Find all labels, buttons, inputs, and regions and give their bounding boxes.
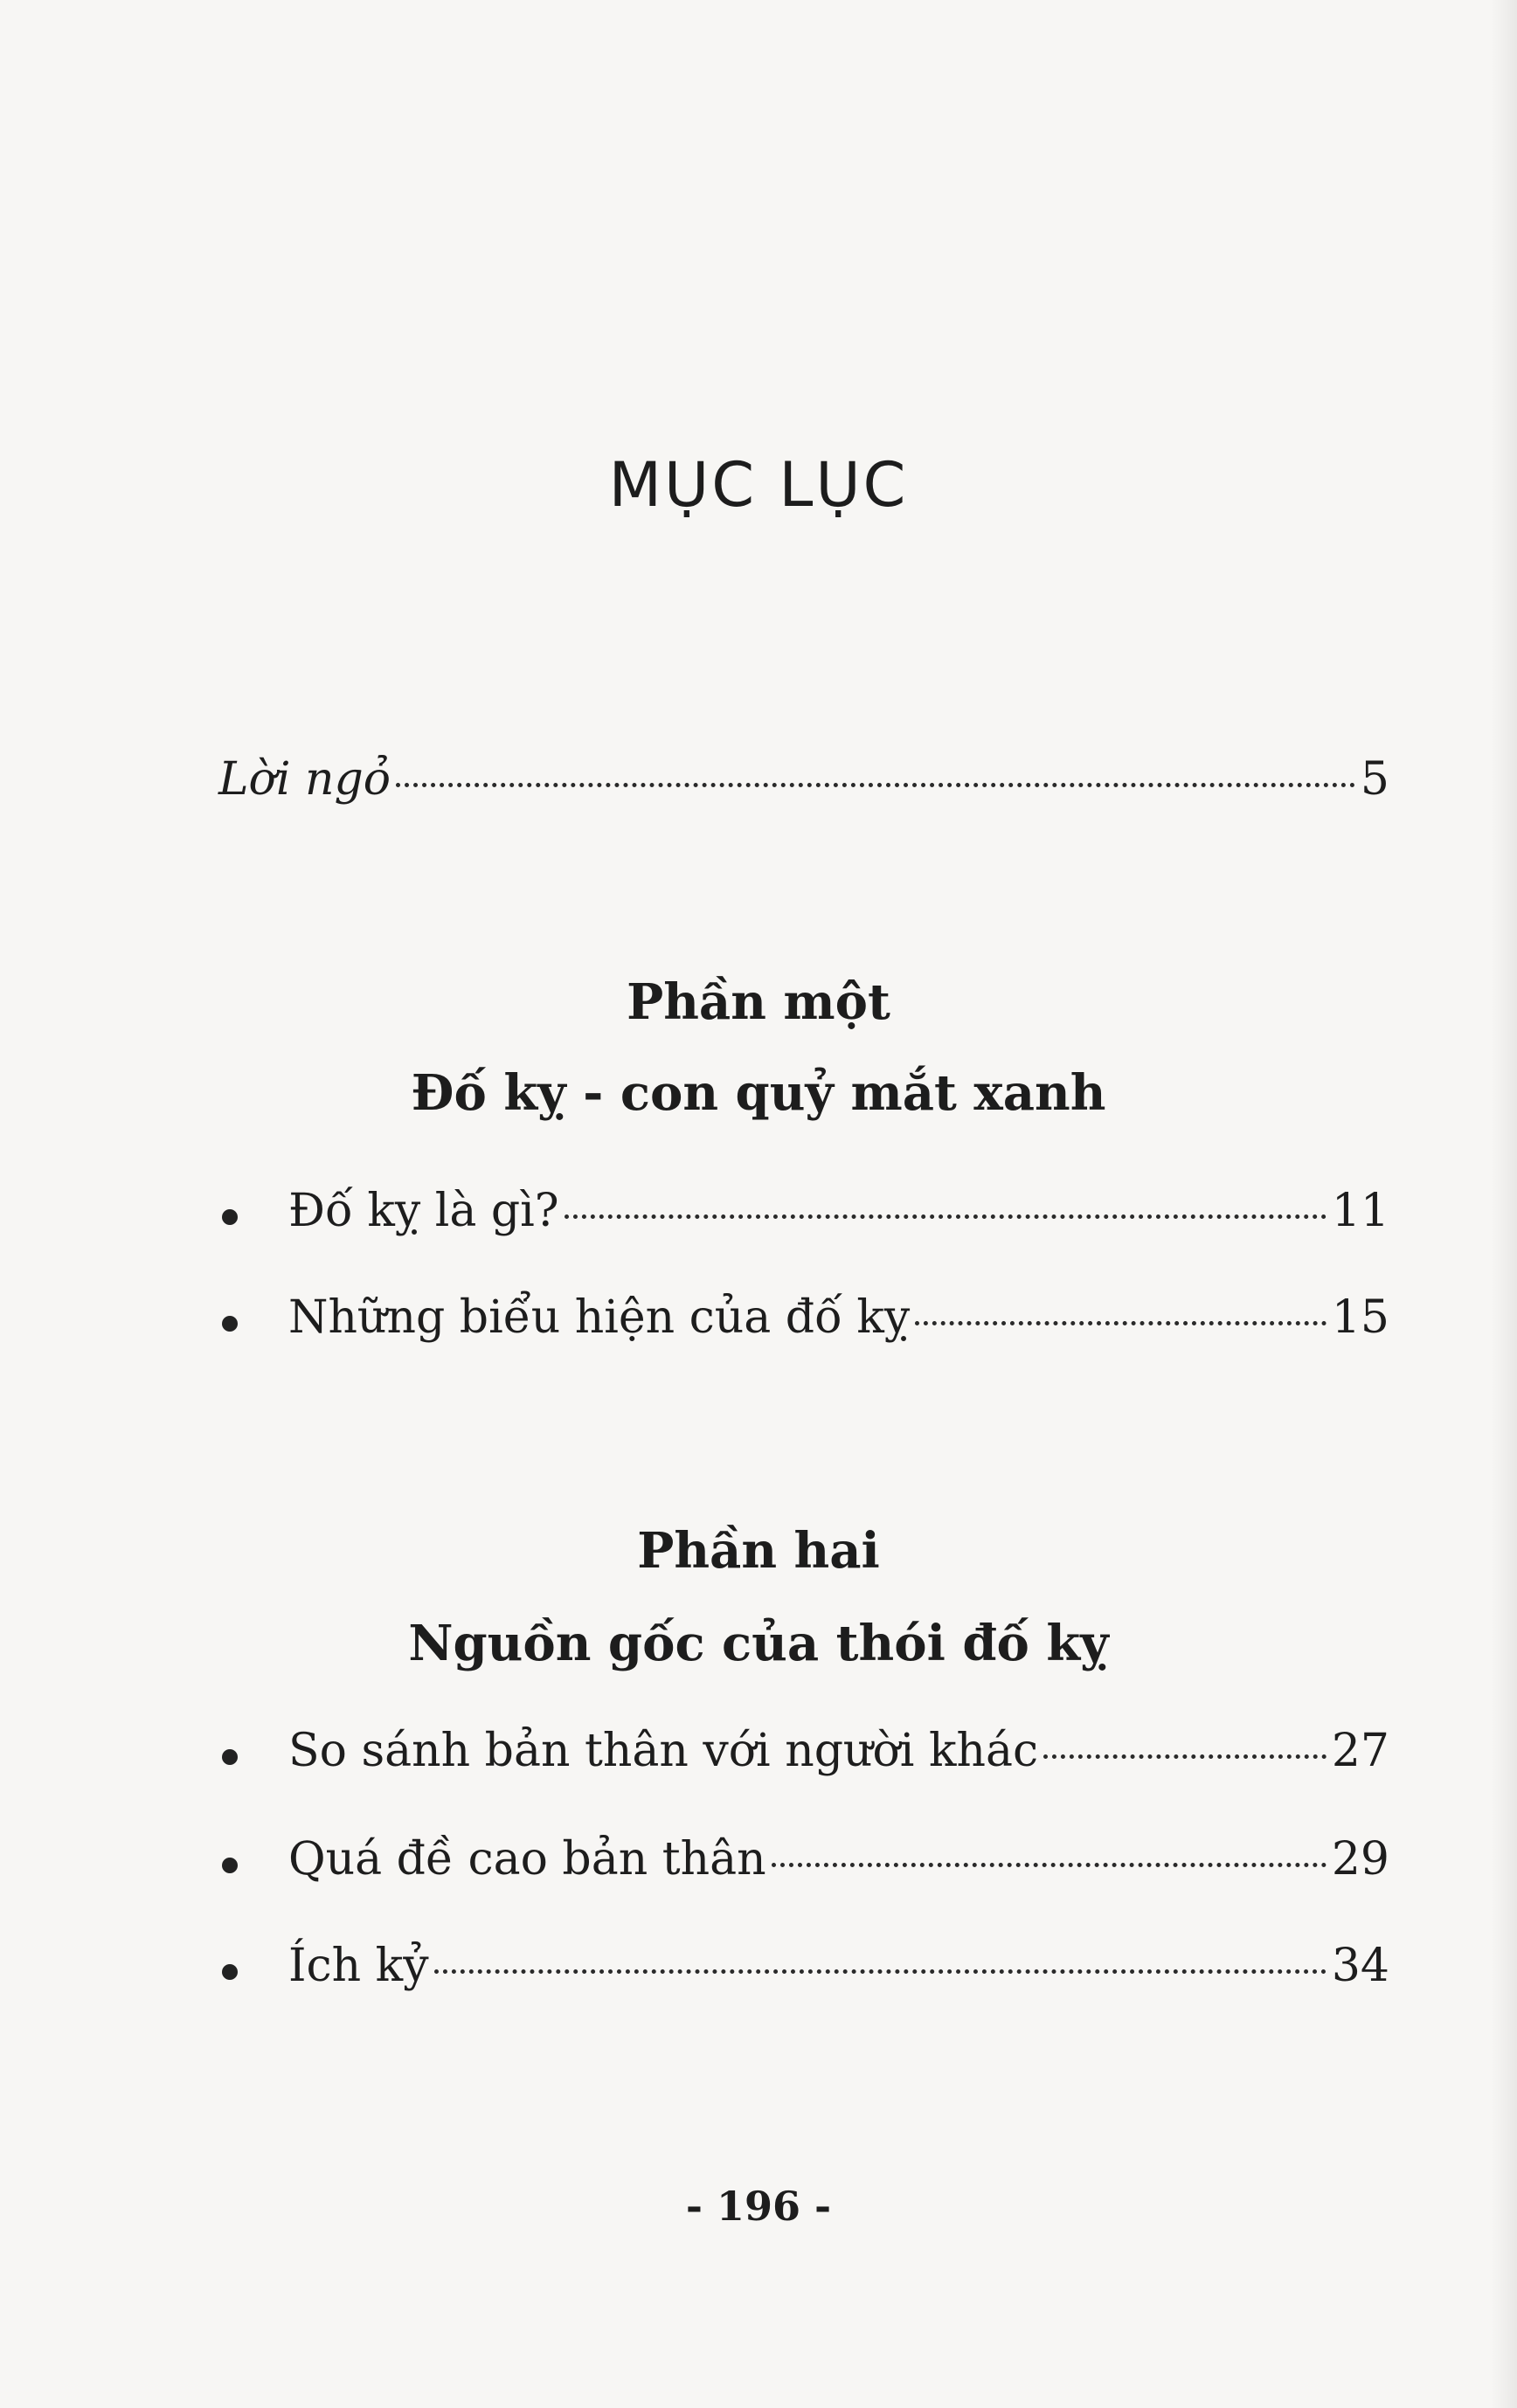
- part-one-subtitle: Đố kỵ - con quỷ mắt xanh: [411, 1064, 1106, 1122]
- toc-entry-page: 15: [1331, 1291, 1389, 1344]
- toc-entry: [288, 1291, 1389, 1344]
- toc-entry: [288, 1185, 1389, 1237]
- dot-leader: [915, 1321, 1327, 1325]
- dot-leader: [565, 1214, 1327, 1219]
- page-title: MỤC LỤC: [608, 449, 909, 521]
- toc-entry-label: Lời ngỏ: [218, 753, 391, 806]
- page-edge-shadow: [1491, 0, 1517, 2408]
- dot-leader: [396, 783, 1355, 787]
- toc-entry: [288, 1725, 1389, 1777]
- toc-entry-intro: [218, 753, 1389, 806]
- bullet-icon: [222, 1209, 238, 1225]
- part-one-heading: Phần một: [627, 973, 890, 1031]
- toc-entry-label: Ích kỷ: [288, 1940, 429, 1992]
- page-number: - 196 -: [685, 2183, 832, 2230]
- dot-leader: [772, 1863, 1327, 1867]
- toc-entry: [288, 1940, 1389, 1992]
- toc-entry-label: Những biểu hiện của đố kỵ: [288, 1291, 911, 1344]
- dot-leader: [434, 1969, 1327, 1974]
- toc-entry-page: 29: [1331, 1833, 1389, 1886]
- toc-entry-page: 27: [1331, 1725, 1389, 1777]
- bullet-icon: [222, 1858, 238, 1873]
- toc-entry-page: 11: [1331, 1185, 1389, 1237]
- part-two-subtitle: Nguồn gốc của thói đố kỵ: [408, 1615, 1109, 1672]
- dot-leader: [1043, 1754, 1327, 1759]
- toc-entry-label: So sánh bản thân với người khác: [288, 1725, 1039, 1777]
- bullet-icon: [222, 1749, 238, 1765]
- toc-entry-page: 5: [1360, 753, 1389, 806]
- bullet-icon: [222, 1316, 238, 1332]
- toc-entry: [288, 1833, 1389, 1886]
- part-two-heading: Phần hai: [637, 1522, 880, 1580]
- toc-entry-label: Đố kỵ là gì?: [288, 1185, 559, 1237]
- bullet-icon: [222, 1964, 238, 1980]
- toc-entry-label: Quá đề cao bản thân: [288, 1833, 766, 1886]
- toc-entry-page: 34: [1331, 1940, 1389, 1992]
